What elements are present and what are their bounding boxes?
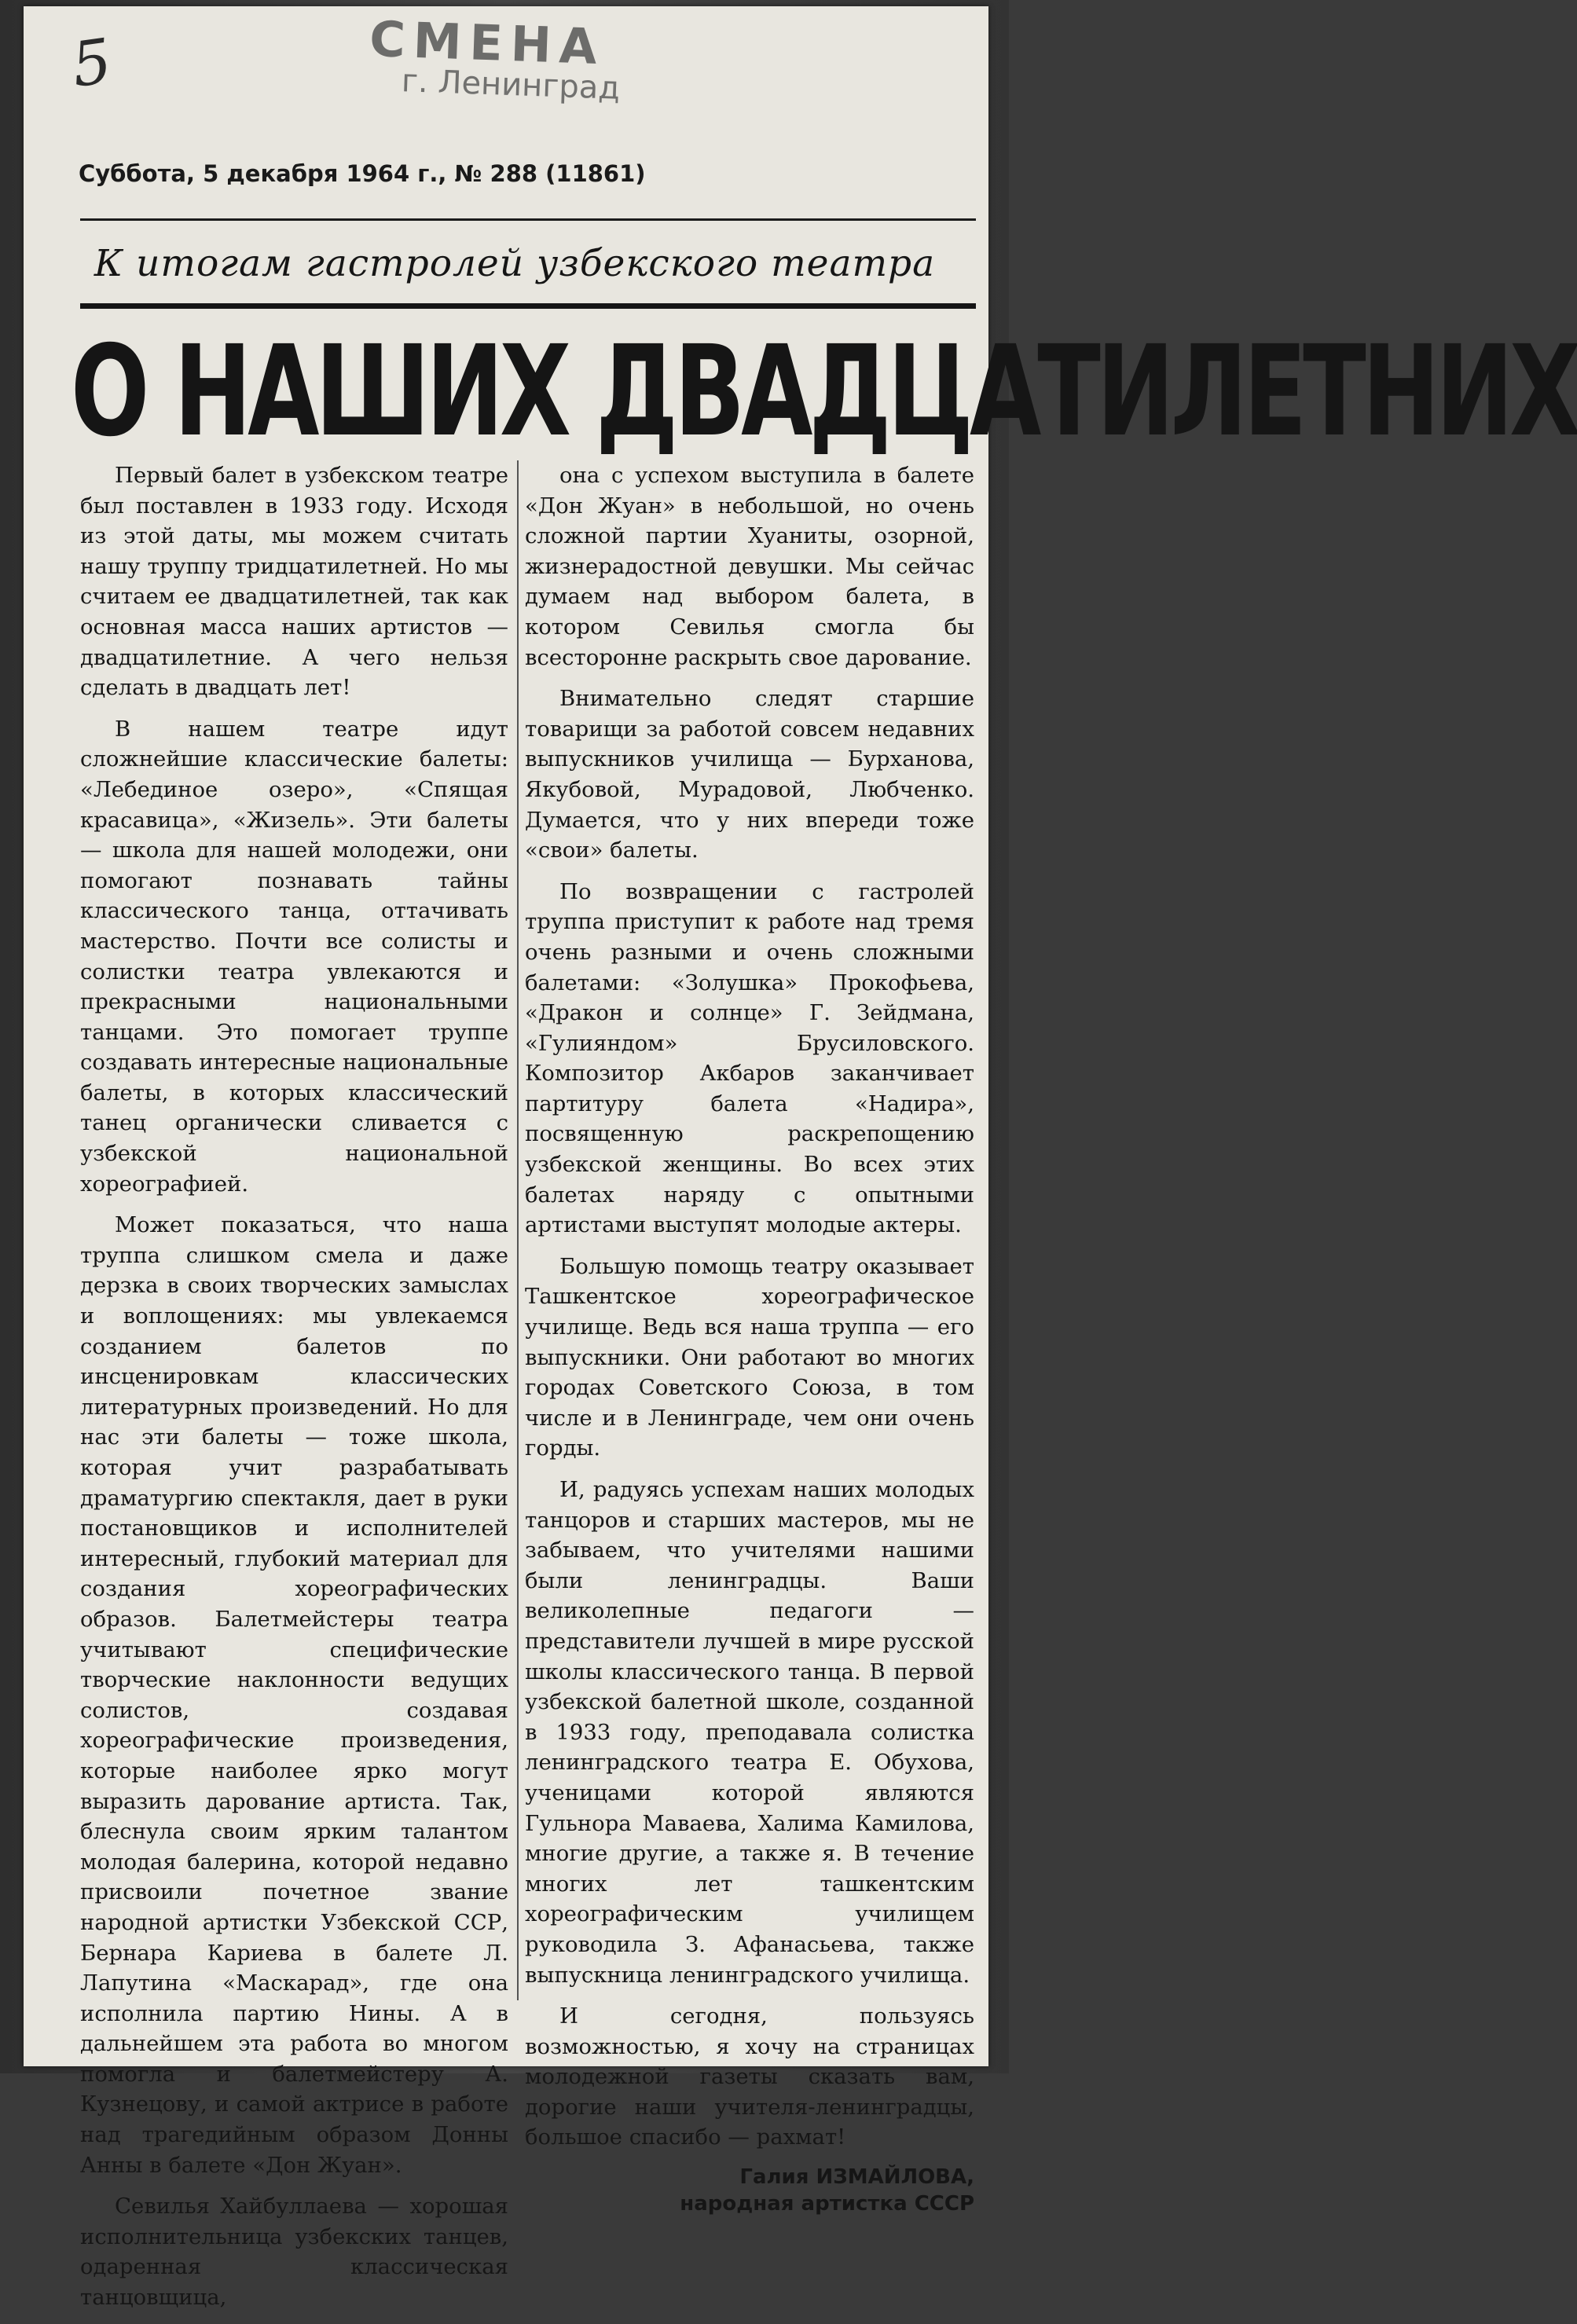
headline: О НАШИХ ДВАДЦАТИЛЕТНИХ	[71, 317, 1577, 464]
rubric: К итогам гастролей узбекского театра	[94, 242, 936, 285]
article-column-left	[80, 460, 508, 2324]
newspaper-clipping	[24, 6, 1577, 2311]
column-divider	[517, 460, 519, 2000]
paragraph: она с успехом выступила в балете «Дон Жуан» в небольшой, но очень сложной партии Хуаниты, озорной, жизнерадостной девушки. Мы сейчас думаем над выбором балета, в котором Севилья смогла бы всесторонне раскрыть свое дарование.	[525, 463, 974, 670]
paragraph: По возвращении с гастролей труппа приступит к работе над тремя очень разными и очень сложными балетами: «Золушка» Прокофьева, «Дракон и солнце» Г. Зейдмана, «Гулияндом» Брусиловского. Композитор Акбаров заканчивает партитуру балета «Надира», посвященную раскрепощению узбекской женщины. Во всех этих балетах наряду с опытными артистами выступят молодые актеры.	[525, 878, 974, 1238]
paragraph: Первый балет в узбекском театре был поставлен в 1933 году. Исходя из этой даты, мы можем считать нашу труппу тридцатилетней. Но мы считаем ее двадцатилетней, так как основная масса наших артистов — двадцатилетние. А чего нельзя сделать в двадцать лет!	[80, 463, 508, 701]
handwritten-number: 5	[67, 25, 116, 102]
paragraph: И сегодня, пользуясь возможностью, я хочу на страницах молодежной газеты сказать вам, дорогие наши учителя-ленинградцы, большое спасибо — рахмат!	[525, 2003, 974, 2150]
author-signature	[525, 2164, 974, 2217]
paragraph: Севилья Хайбуллаева — хорошая исполнительница узбекских танцев, одаренная классическая танцовщица,	[80, 2194, 508, 2311]
paragraph: Внимательно следят старшие товарищи за работой совсем недавних выпускников училища — Бурханова, Якубовой, Мурадовой, Любченко. Думается, что у них впереди тоже «свои» балеты.	[525, 686, 974, 863]
author-name: Галия ИЗМАЙЛОВА,	[739, 2165, 974, 2190]
rule-top	[80, 218, 976, 221]
paragraph: И, радуясь успехам наших молодых танцоров и старших мастеров, мы не забываем, что учителями нашими были ленинградцы. Ваши великолепные педагоги — представители лучшей в мире русской школы классического танца. В первой узбекской балетной школе, созданной в 1933 году, преподавала солистка ленинградского театра Е. Обухова, ученицами которой являются Гульнора Маваева, Халима Камилова, многие другие, а также я. В течение многих лет ташкентским хореографическим училищем руководила З. Афанасьева, также выпускница ленинградского училища.	[525, 1477, 974, 1988]
rule-under-rubric	[80, 303, 976, 309]
paragraph: В нашем театре идут сложнейшие классические балеты: «Лебединое озеро», «Спящая красавица», «Жизель». Эти балеты — школа для нашей молодежи, они помогают познавать тайны классического танца, оттачивать мастерство. Почти все солисты и солистки театра увлекаются и прекрасными национальными танцами. Это помогает труппе создавать интересные национальные балеты, в которых классический танец органически сливается с узбекской национальной хореографией.	[80, 716, 508, 1197]
newspaper-stamp	[322, 9, 652, 124]
stamp-city: г. Ленинград	[401, 63, 621, 107]
paragraph: Может показаться, что наша труппа слишком смела и даже дерзка в своих творческих замыслах и воплощениях: мы увлекаемся созданием балетов по инсценировкам классических литературных произведений. Но для нас эти балеты — тоже школа, которая учит разрабатывать драматургию спектакля, дает в руки постановщиков и исполнителей интересный, глубокий материал для создания хореографических образов. Балетмейстеры театра учитывают специфические творческие наклонности ведущих солистов, создавая хореографические произведения, которые наиболее ярко могут выразить дарование артиста. Так, блеснула своим ярким талантом молодая балерина, которой недавно присвоили почетное звание народной артистки Узбекской ССР, Бернара Кариева в балете Л. Лапутина «Маскарад», где она исполнила партию Нины. А в дальнейшем эта работа во многом помогла и балетмейстеру А. Кузнецову, и самой актрисе в работе над трагедийным образом Донны Анны в балете «Дон Жуан».	[80, 1212, 508, 2178]
author-title: народная артистка СССР	[680, 2192, 974, 2216]
article-column-right	[525, 460, 974, 2217]
paragraph: Большую помощь театру оказывает Ташкентское хореографическое училище. Ведь вся наша труппа — его выпускники. Они работают во многих городах Советского Союза, в том числе и в Ленинграде, чем они очень горды.	[525, 1253, 974, 1461]
stamp-title: СМЕНА	[369, 9, 606, 76]
issue-dateline: Суббота, 5 декабря 1964 г., № 288 (11861)	[79, 160, 646, 187]
